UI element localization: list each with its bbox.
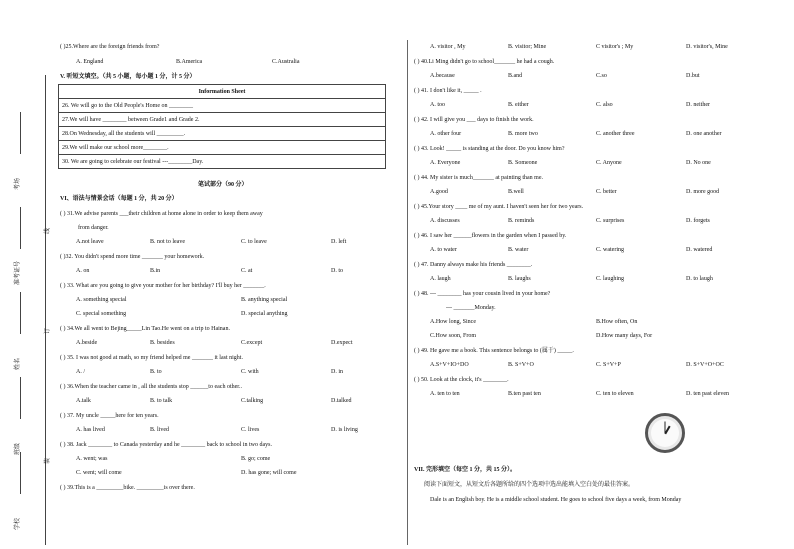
binding-write-line <box>20 207 21 249</box>
question-option: A. discusses <box>430 218 460 224</box>
question-option: B. Someone <box>508 160 538 166</box>
binding-label: 学校 <box>15 517 21 530</box>
question-option: C.except <box>241 340 263 346</box>
cut-mark: 装 <box>45 457 51 464</box>
question-continuation: from danger. <box>78 225 109 231</box>
question-stem: ( )32. You didn't spend more time _______ your homework. <box>60 254 205 260</box>
question-stem: ( ) 40.Li Ming didn't go to school_______ he had a cough. <box>414 59 555 65</box>
binding-write-line <box>20 377 21 419</box>
question-option: A.How long, Since <box>430 319 476 325</box>
question-stem: ( ) 42. I will give you ___ days to finish the work. <box>414 117 534 123</box>
info-row-26: 26. We will go to the Old People's Home on ________ <box>59 99 386 113</box>
info-row-30: 30. We are going to celebrate our festival ---________Day. <box>59 155 386 169</box>
question-option: A. laugh <box>430 276 451 282</box>
question-option: B. go; come <box>241 456 271 462</box>
question-option: D. has gone; will come <box>241 470 297 476</box>
clock-image <box>645 413 685 453</box>
q25-stem: ( )25.Where are the foreign friends from? <box>60 44 160 50</box>
question-option: D. No one <box>686 160 711 166</box>
column-divider <box>407 40 408 545</box>
section-vii-heading: VII. 完形填空（每空 1 分，共 15 分）。 <box>414 467 517 473</box>
question-option: C. went; will come <box>76 470 122 476</box>
question-option: A. too <box>430 102 445 108</box>
question-option: B.ten past ten <box>508 391 541 397</box>
question-stem: ( ) 46. I saw her ______flowers in the garden when I passed by. <box>414 233 567 239</box>
question-option: C. also <box>596 102 613 108</box>
question-option: B. S+V+O <box>508 362 534 368</box>
question-stem: ( ) 48. --- ________ has your cousin lived in your home? <box>414 291 551 297</box>
question-option: B. lived <box>150 427 169 433</box>
question-option: C. another three <box>596 131 635 137</box>
question-option: C. with <box>241 369 259 375</box>
question-option: D. forgets <box>686 218 710 224</box>
q25-option-b: B.America <box>176 59 203 65</box>
question-stem: ( ) 45.Your story ____ me of my aunt. I haven't seen her for two years. <box>414 204 584 210</box>
question-option: C.talking <box>241 398 264 404</box>
question-option: A. on <box>76 268 90 274</box>
question-option: D. ten past eleven <box>686 391 729 397</box>
question-option: D. to laugh <box>686 276 713 282</box>
question-stem: ( ) 50. Look at the clock, it's ________. <box>414 377 509 383</box>
question-option: B. to <box>150 369 162 375</box>
binding-write-line <box>20 112 21 154</box>
question-option: A. went; was <box>76 456 108 462</box>
question-option: D. watered <box>686 247 713 253</box>
info-row-29: 29.We will make our school more________. <box>59 141 386 155</box>
question-option: C. ten to eleven <box>596 391 634 397</box>
question-option: A. to water <box>430 247 457 253</box>
question-option: B. water <box>508 247 529 253</box>
question-stem: ( ) 39.This is a _________bike. _________is over there. <box>60 485 195 491</box>
question-option: D. more good <box>686 189 720 195</box>
question-option: C. to leave <box>241 239 267 245</box>
question-stem: ( ) 43. Look! _____ is standing at the door. Do you know him? <box>414 146 565 152</box>
question-option: A.beside <box>76 340 98 346</box>
question-option: D. special anything <box>241 311 288 317</box>
question-option: D. to <box>331 268 343 274</box>
question-option: A.S+V+IO+DO <box>430 362 469 368</box>
question-option: D. is living <box>331 427 358 433</box>
question-option: A.talk <box>76 398 91 404</box>
question-option: A. ten to ten <box>430 391 460 397</box>
question-option: D. left <box>331 239 347 245</box>
question-stem: ( ) 33. What are you going to give your mother for her birthday? I'll buy her _______. <box>60 283 266 289</box>
question-option: B.well <box>508 189 524 195</box>
question-option: B. anything special <box>241 297 288 303</box>
question-stem: ( ) 35. I was not good at math, so my friend helped me _______ it last night. <box>60 355 243 361</box>
question-stem: ( ) 49. He gave me a book. This sentence belongs to (属于) _____. <box>414 348 574 354</box>
cut-mark: 线 <box>45 227 51 234</box>
question-option: D.talked <box>331 398 352 404</box>
question-stem: ( ) 36.When the teacher came in , all the students stop ______to each other.. <box>60 384 242 390</box>
binding-write-line <box>20 452 21 494</box>
question-option: A. something special <box>76 297 127 303</box>
question-option: A. Everyone <box>430 160 461 166</box>
question-option: D. one another <box>686 131 722 137</box>
question-option: A.not leave <box>76 239 104 245</box>
info-row-28: 28.On Wednesday, all the students will _________. <box>59 127 386 141</box>
section-v-heading: V. 听短文填空。（共 5 小题，每小题 1 分，计 5 分） <box>60 74 196 80</box>
question-option: A. has lived <box>76 427 105 433</box>
question-option: B.How often, On <box>596 319 638 325</box>
question-option: C. at <box>241 268 253 274</box>
question-option: C. better <box>596 189 617 195</box>
question-option: B. more two <box>508 131 538 137</box>
q25-option-c: C.Australia <box>272 59 300 65</box>
information-sheet <box>58 84 386 169</box>
question-option: C. S+V+P <box>596 362 621 368</box>
question-option: B.and <box>508 73 523 79</box>
question-option: A.good <box>430 189 448 195</box>
info-row-27: 27.We will have ________ between Grade1 and Grade 2. <box>59 113 386 127</box>
question-stem: ( ) 44. My sister is much_______ at painting than me. <box>414 175 543 181</box>
binding-label: 准考证号 <box>15 260 21 285</box>
question-option: C.How soon, From <box>430 333 477 339</box>
question-option: D. neither <box>686 102 710 108</box>
question-option: D.How many days, For <box>596 333 653 339</box>
question-option: B. visitor; Mine <box>508 44 547 50</box>
section-vi-heading: VI、语法与情景会话（每题 1 分，共 20 分） <box>60 196 178 202</box>
question-option: D. S+V+O+OC <box>686 362 724 368</box>
question-option: C.so <box>596 73 607 79</box>
question-option: D. in <box>331 369 343 375</box>
question-option: B. besides <box>150 340 175 346</box>
cloze-passage-start: Dale is an English boy. He is a middle school student. He goes to school five days a week, from Monday <box>430 497 682 503</box>
question-option: B. either <box>508 102 529 108</box>
question-option: A.because <box>430 73 455 79</box>
question-option: D.expect <box>331 340 353 346</box>
question-option: C. watering <box>596 247 624 253</box>
question-option: B. laughs <box>508 276 531 282</box>
question-option: C. laughing <box>596 276 624 282</box>
question-option: A. / <box>76 369 85 375</box>
binding-write-line <box>20 292 21 334</box>
question-stem: ( ) 37. My uncle _____here for ten years. <box>60 413 159 419</box>
cloze-instruction: 阅读下面短文，从短文后各题所给的四个选项中选出能填入空白处的最佳答案。 <box>424 482 635 488</box>
binding-label: 班级 <box>15 442 21 455</box>
question-option: C. Anyone <box>596 160 622 166</box>
question-continuation: --- _______Monday. <box>446 305 496 311</box>
question-stem: ( ) 31.We advise parents ___their children at home alone in order to keep them away <box>60 211 263 217</box>
question-option: B. not to leave <box>150 239 185 245</box>
question-stem: ( ) 34.We all went to Bejing_____Lin Tao.He went on a trip to Hainan. <box>60 326 230 332</box>
q25-option-a: A. England <box>76 59 104 65</box>
binding-label: 姓名 <box>15 357 21 370</box>
question-option: C. lives <box>241 427 260 433</box>
question-stem: ( ) 41. I don't like it, _____ . <box>414 88 482 94</box>
question-option: B. reminds <box>508 218 535 224</box>
question-option: D. visitor's, Mine <box>686 44 728 50</box>
question-option: D.but <box>686 73 700 79</box>
question-option: C. special something <box>76 311 127 317</box>
question-option: A. other four <box>430 131 462 137</box>
question-stem: ( ) 38. Jack ________ to Canada yesterday and he ________ back to school in two days. <box>60 442 272 448</box>
question-option: B.in <box>150 268 161 274</box>
binding-label: 考场 <box>15 177 21 190</box>
written-part-heading: 笔试部分（90 分） <box>198 182 248 188</box>
question-option: C. surprises <box>596 218 625 224</box>
question-option: C visitor's ; My <box>596 44 634 50</box>
information-sheet-title: Information Sheet <box>59 85 386 99</box>
cut-mark: 订 <box>45 327 51 334</box>
question-option: B. to talk <box>150 398 173 404</box>
question-stem: ( ) 47. Danny always make his friends ________. <box>414 262 533 268</box>
question-option: A. visitor , My <box>430 44 466 50</box>
binding-line <box>45 75 46 545</box>
